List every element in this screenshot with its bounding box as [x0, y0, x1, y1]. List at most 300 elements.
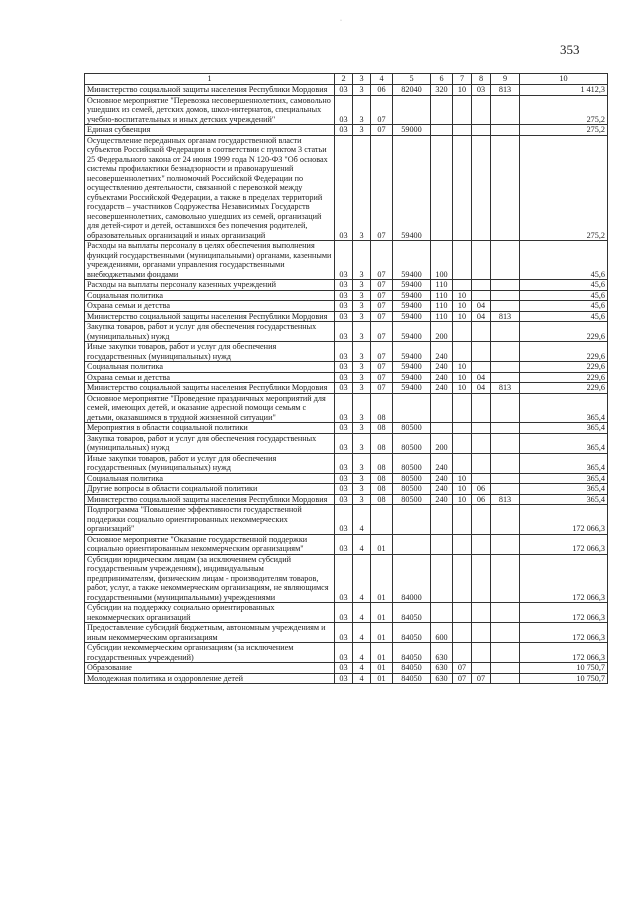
subsection-code-cell: 3 — [353, 362, 371, 373]
subsection-code-cell: 3 — [353, 95, 371, 125]
expense-type-cell: 240 — [431, 372, 453, 383]
row-name-cell: Социальная политика — [85, 362, 335, 373]
section-code-cell: 03 — [335, 383, 353, 394]
table-row — [85, 473, 608, 484]
target-code-cell: 84050 — [393, 623, 431, 643]
division-cell: 10 — [453, 311, 472, 322]
subsection-code-cell: 3 — [353, 280, 371, 291]
target-code-cell: 59400 — [393, 241, 431, 280]
division-cell: 10 — [453, 301, 472, 312]
column-header: 1 — [85, 74, 335, 85]
program-code-cell: 07 — [371, 362, 393, 373]
program-code-cell: 08 — [371, 393, 393, 423]
row-name-cell: Осуществление переданных органам государственной власти субъектов Российской Федерации в соответствии с пунктом 3 статьи 25 Федерального закона от 24 июня 1999 года N 120-ФЗ "Об основах системы профилактики безнадзорности и правонарушений несовершеннолетних" полномочий Российской Федерации по осуществлению деятельности, связанной с перевозкой между субъектами Российской Федерации, а также в пределах территорий государств – участников Содружества Независимых Государств несовершеннолетних, самовольно ушедших из семей, организаций для детей-сирот и детей, оставшихся без попечения родителей, образовательных организаций и иных организаций — [85, 135, 335, 241]
target-code-cell — [393, 534, 431, 554]
table-row — [85, 241, 608, 280]
subdivision-cell: 03 — [472, 85, 491, 96]
ministry-code-cell — [491, 473, 520, 484]
division-cell — [453, 603, 472, 623]
row-name-cell: Субсидии некоммерческим организациям (за исключением государственных учреждений) — [85, 643, 335, 663]
subsection-code-cell: 3 — [353, 383, 371, 394]
amount-cell: 229,6 — [520, 362, 608, 373]
table-row — [85, 383, 608, 394]
section-code-cell: 03 — [335, 372, 353, 383]
expense-type-cell: 110 — [431, 301, 453, 312]
subsection-code-cell: 3 — [353, 311, 371, 322]
section-code-cell: 03 — [335, 473, 353, 484]
column-header: 5 — [393, 74, 431, 85]
division-cell — [453, 95, 472, 125]
target-code-cell: 80500 — [393, 423, 431, 434]
program-code-cell — [371, 505, 393, 535]
section-code-cell: 03 — [335, 362, 353, 373]
table-row — [85, 494, 608, 505]
ministry-code-cell — [491, 362, 520, 373]
table-row — [85, 433, 608, 453]
target-code-cell: 59400 — [393, 362, 431, 373]
row-name-cell: Министерство социальной защиты населения Республики Мордовия — [85, 311, 335, 322]
division-cell: 10 — [453, 362, 472, 373]
subdivision-cell — [472, 95, 491, 125]
table-row — [85, 643, 608, 663]
amount-cell: 365,4 — [520, 393, 608, 423]
row-name-cell: Закупка товаров, работ и услуг для обеспечения государственных (муниципальных) нужд — [85, 322, 335, 342]
table-row — [85, 534, 608, 554]
expense-type-cell: 240 — [431, 494, 453, 505]
row-name-cell: Охрана семьи и детства — [85, 301, 335, 312]
expense-type-cell: 200 — [431, 433, 453, 453]
subsection-code-cell: 4 — [353, 673, 371, 684]
division-cell — [453, 125, 472, 136]
table-row — [85, 135, 608, 241]
program-code-cell: 07 — [371, 290, 393, 301]
subdivision-cell — [472, 423, 491, 434]
division-cell: 10 — [453, 484, 472, 495]
division-cell: 07 — [453, 663, 472, 674]
program-code-cell: 08 — [371, 473, 393, 484]
division-cell — [453, 322, 472, 342]
amount-cell: 365,4 — [520, 433, 608, 453]
ministry-code-cell — [491, 95, 520, 125]
subdivision-cell — [472, 623, 491, 643]
program-code-cell: 08 — [371, 494, 393, 505]
program-code-cell: 07 — [371, 372, 393, 383]
subdivision-cell — [472, 453, 491, 473]
program-code-cell: 01 — [371, 623, 393, 643]
division-cell: 10 — [453, 494, 472, 505]
expense-type-cell: 630 — [431, 663, 453, 674]
ministry-code-cell — [491, 663, 520, 674]
amount-cell: 10 750,7 — [520, 673, 608, 684]
subdivision-cell — [472, 505, 491, 535]
row-name-cell: Расходы на выплаты персоналу казенных учреждений — [85, 280, 335, 291]
division-cell: 10 — [453, 290, 472, 301]
ministry-code-cell — [491, 673, 520, 684]
target-code-cell — [393, 95, 431, 125]
program-code-cell: 07 — [371, 311, 393, 322]
subsection-code-cell: 3 — [353, 453, 371, 473]
section-code-cell: 03 — [335, 290, 353, 301]
expense-type-cell: 240 — [431, 484, 453, 495]
division-cell — [453, 280, 472, 291]
subsection-code-cell: 4 — [353, 505, 371, 535]
amount-cell: 45,6 — [520, 301, 608, 312]
row-name-cell: Основное мероприятие "Перевозка несовершеннолетних, самовольно ушедших из семей, детских домов, школ-интернатов, специальных учебно-воспитательных и иных детских учреждений" — [85, 95, 335, 125]
amount-cell: 365,4 — [520, 484, 608, 495]
row-name-cell: Расходы на выплаты персоналу в целях обеспечения выполнения функций государственными (муниципальными) органами, казенными учреждениями, органами управления государственными внебюджетными фондами — [85, 241, 335, 280]
target-code-cell: 84050 — [393, 673, 431, 684]
target-code-cell: 59000 — [393, 125, 431, 136]
amount-cell: 172 066,3 — [520, 623, 608, 643]
program-code-cell: 07 — [371, 322, 393, 342]
program-code-cell: 07 — [371, 342, 393, 362]
expense-type-cell: 240 — [431, 473, 453, 484]
program-code-cell: 07 — [371, 95, 393, 125]
expense-type-cell — [431, 534, 453, 554]
subsection-code-cell: 3 — [353, 125, 371, 136]
subsection-code-cell: 3 — [353, 301, 371, 312]
expense-type-cell: 240 — [431, 383, 453, 394]
division-cell: 10 — [453, 85, 472, 96]
section-code-cell: 03 — [335, 505, 353, 535]
subdivision-cell — [472, 280, 491, 291]
target-code-cell: 80500 — [393, 473, 431, 484]
subdivision-cell — [472, 473, 491, 484]
subdivision-cell — [472, 135, 491, 241]
table-row — [85, 673, 608, 684]
target-code-cell — [393, 393, 431, 423]
ministry-code-cell: 813 — [491, 383, 520, 394]
section-code-cell: 03 — [335, 125, 353, 136]
program-code-cell: 07 — [371, 241, 393, 280]
section-code-cell: 03 — [335, 494, 353, 505]
amount-cell: 365,4 — [520, 473, 608, 484]
division-cell — [453, 505, 472, 535]
amount-cell: 172 066,3 — [520, 534, 608, 554]
target-code-cell: 59400 — [393, 290, 431, 301]
program-code-cell: 08 — [371, 423, 393, 434]
expense-type-cell: 100 — [431, 241, 453, 280]
row-name-cell: Социальная политика — [85, 473, 335, 484]
scan-mark: · — [340, 18, 342, 24]
row-name-cell: Мероприятия в области социальной политики — [85, 423, 335, 434]
division-cell: 10 — [453, 372, 472, 383]
subsection-code-cell: 3 — [353, 494, 371, 505]
target-code-cell: 84050 — [393, 643, 431, 663]
column-header: 9 — [491, 74, 520, 85]
section-code-cell: 03 — [335, 135, 353, 241]
section-code-cell: 03 — [335, 95, 353, 125]
expense-type-cell — [431, 135, 453, 241]
row-name-cell: Другие вопросы в области социальной политики — [85, 484, 335, 495]
ministry-code-cell — [491, 623, 520, 643]
subsection-code-cell: 4 — [353, 603, 371, 623]
division-cell — [453, 534, 472, 554]
division-cell — [453, 623, 472, 643]
column-header: 4 — [371, 74, 393, 85]
section-code-cell: 03 — [335, 603, 353, 623]
ministry-code-cell — [491, 603, 520, 623]
row-name-cell: Основное мероприятие "Проведение праздничных мероприятий для семей, имеющих детей, и оказание адресной помощи семьям с детьми, оказавшимся в трудной жизненной ситуации" — [85, 393, 335, 423]
amount-cell: 229,6 — [520, 342, 608, 362]
program-code-cell: 08 — [371, 484, 393, 495]
section-code-cell: 03 — [335, 534, 353, 554]
row-name-cell: Социальная политика — [85, 290, 335, 301]
section-code-cell: 03 — [335, 554, 353, 603]
section-code-cell: 03 — [335, 241, 353, 280]
subsection-code-cell: 3 — [353, 322, 371, 342]
target-code-cell — [393, 505, 431, 535]
ministry-code-cell — [491, 342, 520, 362]
program-code-cell: 01 — [371, 554, 393, 603]
amount-cell: 229,6 — [520, 322, 608, 342]
target-code-cell: 80500 — [393, 494, 431, 505]
subsection-code-cell: 3 — [353, 241, 371, 280]
row-name-cell: Министерство социальной защиты населения Республики Мордовия — [85, 383, 335, 394]
program-code-cell: 06 — [371, 85, 393, 96]
ministry-code-cell — [491, 372, 520, 383]
subdivision-cell — [472, 663, 491, 674]
target-code-cell: 59400 — [393, 383, 431, 394]
section-code-cell: 03 — [335, 423, 353, 434]
amount-cell: 45,6 — [520, 280, 608, 291]
table-row — [85, 125, 608, 136]
table-row — [85, 95, 608, 125]
target-code-cell: 59400 — [393, 311, 431, 322]
section-code-cell: 03 — [335, 393, 353, 423]
expense-type-cell: 110 — [431, 280, 453, 291]
subdivision-cell: 04 — [472, 301, 491, 312]
row-name-cell: Подпрограмма "Повышение эффективности государственной поддержки социально ориентированных некоммерческих организаций" — [85, 505, 335, 535]
row-name-cell: Основное мероприятие "Оказание государственной поддержки социально ориентированным некоммерческим организациям" — [85, 534, 335, 554]
program-code-cell: 01 — [371, 673, 393, 684]
subsection-code-cell: 4 — [353, 663, 371, 674]
target-code-cell: 84050 — [393, 603, 431, 623]
ministry-code-cell: 813 — [491, 311, 520, 322]
target-code-cell: 82040 — [393, 85, 431, 96]
amount-cell: 365,4 — [520, 423, 608, 434]
section-code-cell: 03 — [335, 673, 353, 684]
table-row — [85, 362, 608, 373]
ministry-code-cell — [491, 453, 520, 473]
row-name-cell: Образование — [85, 663, 335, 674]
subdivision-cell — [472, 362, 491, 373]
table-row — [85, 393, 608, 423]
subsection-code-cell: 3 — [353, 393, 371, 423]
division-cell: 07 — [453, 673, 472, 684]
subsection-code-cell: 3 — [353, 135, 371, 241]
division-cell — [453, 433, 472, 453]
row-name-cell: Субсидии на поддержку социально ориентированных некоммерческих организаций — [85, 603, 335, 623]
section-code-cell: 03 — [335, 643, 353, 663]
amount-cell: 275,2 — [520, 95, 608, 125]
section-code-cell: 03 — [335, 85, 353, 96]
row-name-cell: Министерство социальной защиты населения Республики Мордовия — [85, 85, 335, 96]
expense-type-cell — [431, 125, 453, 136]
table-row — [85, 423, 608, 434]
ministry-code-cell — [491, 322, 520, 342]
ministry-code-cell — [491, 301, 520, 312]
expense-type-cell — [431, 95, 453, 125]
subdivision-cell: 04 — [472, 372, 491, 383]
section-code-cell: 03 — [335, 280, 353, 291]
section-code-cell: 03 — [335, 484, 353, 495]
target-code-cell: 80500 — [393, 484, 431, 495]
division-cell — [453, 554, 472, 603]
division-cell — [453, 643, 472, 663]
amount-cell: 365,4 — [520, 453, 608, 473]
table-row — [85, 554, 608, 603]
expense-type-cell: 240 — [431, 342, 453, 362]
amount-cell: 229,6 — [520, 372, 608, 383]
column-header: 10 — [520, 74, 608, 85]
section-code-cell: 03 — [335, 311, 353, 322]
division-cell: 10 — [453, 473, 472, 484]
row-name-cell: Субсидии юридическим лицам (за исключением субсидий государственным учреждениям), индивидуальным предпринимателям, физическим лицам - производителям товаров, работ, услуг, а также некоммерческим организациям, не являющимся государственными (муниципальными) учреждениями — [85, 554, 335, 603]
expense-type-cell: 630 — [431, 673, 453, 684]
amount-cell: 1 412,3 — [520, 85, 608, 96]
section-code-cell: 03 — [335, 301, 353, 312]
table-row — [85, 484, 608, 495]
table-row — [85, 623, 608, 643]
column-header: 7 — [453, 74, 472, 85]
program-code-cell: 08 — [371, 453, 393, 473]
ministry-code-cell — [491, 241, 520, 280]
subdivision-cell: 07 — [472, 673, 491, 684]
division-cell — [453, 342, 472, 362]
subdivision-cell — [472, 534, 491, 554]
division-cell — [453, 241, 472, 280]
expense-type-cell: 240 — [431, 362, 453, 373]
section-code-cell: 03 — [335, 342, 353, 362]
subdivision-cell — [472, 290, 491, 301]
subsection-code-cell: 3 — [353, 423, 371, 434]
division-cell: 10 — [453, 383, 472, 394]
program-code-cell: 01 — [371, 643, 393, 663]
subsection-code-cell: 4 — [353, 643, 371, 663]
row-name-cell: Молодежная политика и оздоровление детей — [85, 673, 335, 684]
column-header: 6 — [431, 74, 453, 85]
page-number: 353 — [560, 42, 580, 57]
subdivision-cell — [472, 125, 491, 136]
table-row — [85, 301, 608, 312]
target-code-cell: 84000 — [393, 554, 431, 603]
subsection-code-cell: 3 — [353, 342, 371, 362]
program-code-cell: 07 — [371, 301, 393, 312]
table-row — [85, 311, 608, 322]
target-code-cell: 80500 — [393, 453, 431, 473]
row-name-cell: Охрана семьи и детства — [85, 372, 335, 383]
ministry-code-cell — [491, 554, 520, 603]
subsection-code-cell: 3 — [353, 372, 371, 383]
ministry-code-cell: 813 — [491, 85, 520, 96]
ministry-code-cell — [491, 423, 520, 434]
expense-type-cell — [431, 423, 453, 434]
table-row — [85, 342, 608, 362]
subsection-code-cell: 3 — [353, 473, 371, 484]
ministry-code-cell — [491, 643, 520, 663]
ministry-code-cell — [491, 484, 520, 495]
subdivision-cell: 04 — [472, 383, 491, 394]
target-code-cell: 59400 — [393, 280, 431, 291]
subsection-code-cell: 3 — [353, 290, 371, 301]
target-code-cell: 59400 — [393, 301, 431, 312]
expense-type-cell — [431, 554, 453, 603]
ministry-code-cell — [491, 433, 520, 453]
subdivision-cell — [472, 241, 491, 280]
section-code-cell: 03 — [335, 663, 353, 674]
section-code-cell: 03 — [335, 322, 353, 342]
budget-table — [84, 73, 608, 684]
subsection-code-cell: 4 — [353, 534, 371, 554]
target-code-cell: 59400 — [393, 322, 431, 342]
division-cell — [453, 135, 472, 241]
expense-type-cell — [431, 603, 453, 623]
subsection-code-cell: 4 — [353, 623, 371, 643]
program-code-cell: 07 — [371, 125, 393, 136]
section-code-cell: 03 — [335, 433, 353, 453]
expense-type-cell: 110 — [431, 311, 453, 322]
target-code-cell: 80500 — [393, 433, 431, 453]
row-name-cell: Иные закупки товаров, работ и услуг для обеспечения государственных (муниципальных) нужд — [85, 342, 335, 362]
amount-cell: 45,6 — [520, 290, 608, 301]
program-code-cell: 07 — [371, 135, 393, 241]
column-header: 8 — [472, 74, 491, 85]
expense-type-cell: 600 — [431, 623, 453, 643]
division-cell — [453, 423, 472, 434]
subsection-code-cell: 3 — [353, 433, 371, 453]
expense-type-cell: 200 — [431, 322, 453, 342]
target-code-cell: 59400 — [393, 342, 431, 362]
ministry-code-cell — [491, 135, 520, 241]
amount-cell: 365,4 — [520, 494, 608, 505]
division-cell — [453, 393, 472, 423]
program-code-cell: 01 — [371, 603, 393, 623]
ministry-code-cell — [491, 393, 520, 423]
header-row — [85, 74, 608, 85]
expense-type-cell — [431, 505, 453, 535]
program-code-cell: 08 — [371, 433, 393, 453]
expense-type-cell: 320 — [431, 85, 453, 96]
section-code-cell: 03 — [335, 453, 353, 473]
table-row — [85, 290, 608, 301]
amount-cell: 172 066,3 — [520, 643, 608, 663]
amount-cell: 275,2 — [520, 125, 608, 136]
row-name-cell: Единая субвенция — [85, 125, 335, 136]
amount-cell: 229,6 — [520, 383, 608, 394]
subdivision-cell — [472, 433, 491, 453]
amount-cell: 172 066,3 — [520, 505, 608, 535]
row-name-cell: Предоставление субсидий бюджетным, автономным учреждениям и иным некоммерческим организациям — [85, 623, 335, 643]
program-code-cell: 07 — [371, 280, 393, 291]
subdivision-cell — [472, 554, 491, 603]
column-header: 2 — [335, 74, 353, 85]
table-row — [85, 663, 608, 674]
table-row — [85, 453, 608, 473]
ministry-code-cell — [491, 505, 520, 535]
ministry-code-cell — [491, 534, 520, 554]
row-name-cell: Иные закупки товаров, работ и услуг для обеспечения государственных (муниципальных) нужд — [85, 453, 335, 473]
table-row — [85, 603, 608, 623]
ministry-code-cell: 813 — [491, 494, 520, 505]
row-name-cell: Закупка товаров, работ и услуг для обеспечения государственных (муниципальных) нужд — [85, 433, 335, 453]
target-code-cell: 84050 — [393, 663, 431, 674]
subdivision-cell: 04 — [472, 311, 491, 322]
expense-type-cell: 630 — [431, 643, 453, 663]
expense-type-cell: 240 — [431, 453, 453, 473]
amount-cell: 172 066,3 — [520, 603, 608, 623]
column-header: 3 — [353, 74, 371, 85]
